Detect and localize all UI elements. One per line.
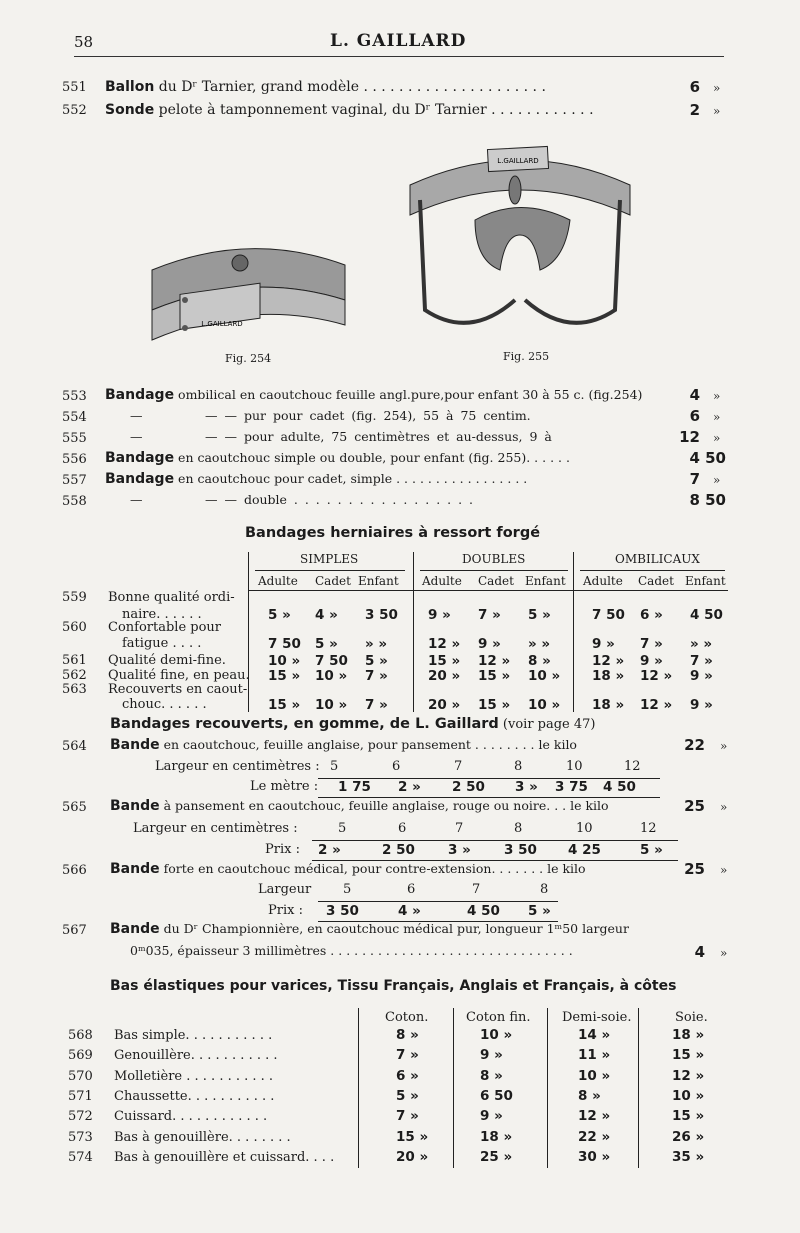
cell-value: 15 »: [268, 668, 301, 684]
cell-value: 15 »: [478, 697, 511, 713]
width-value: 8: [514, 821, 523, 836]
price-value: 3 »: [515, 779, 538, 795]
cell-value: 18 »: [592, 697, 625, 713]
cell-value: 3 50: [365, 607, 398, 623]
width-value: 7: [472, 882, 481, 897]
cell-value: 8 »: [480, 1068, 503, 1084]
cell-value: 12 »: [592, 653, 625, 669]
width-value: 6: [392, 759, 401, 774]
subcol-header: Enfant: [525, 574, 566, 588]
width-value: 10: [576, 821, 593, 836]
cell-value: 9 »: [478, 636, 501, 652]
row-number: 562: [62, 668, 87, 683]
row-number: 559: [62, 590, 87, 605]
cell-value: 7 »: [396, 1108, 419, 1124]
cell-value: 12 »: [578, 1108, 611, 1124]
cell-value: 7 50: [315, 653, 348, 669]
price-value: 2 50: [382, 842, 415, 858]
cell-value: 10 »: [315, 668, 348, 684]
cell-value: 7 50: [268, 636, 301, 652]
cell-value: 9 »: [690, 668, 713, 684]
item-name: Ballon: [105, 79, 155, 95]
row-label: Chaussette. . . . . . . . . . .: [114, 1089, 275, 1104]
item-price: 2: [689, 101, 700, 119]
width-value: 6: [407, 882, 416, 897]
row-label: Bas à genouillère et cuissard. . . .: [114, 1150, 335, 1165]
price-value: 3 50: [326, 903, 359, 919]
cell-value: 10 »: [578, 1068, 611, 1084]
cell-value: » »: [365, 636, 388, 652]
price-value: 4 25: [568, 842, 601, 858]
row-label: Qualité demi-fine.: [108, 653, 226, 668]
row-number: 569: [68, 1048, 93, 1063]
group-header: DOUBLES: [462, 552, 526, 566]
subcol-header: Enfant: [358, 574, 399, 588]
umbilical-belt-illustration: [140, 230, 360, 350]
row-label: Bas simple. . . . . . . . . . .: [114, 1028, 273, 1043]
cell-value: 8 »: [578, 1088, 601, 1104]
subcol-header: Cadet: [638, 574, 674, 588]
cell-value: 5 »: [268, 607, 291, 623]
belt-label: L.GAILLARD: [497, 157, 539, 165]
price-value: 4 50: [603, 779, 636, 795]
row-label: Recouverts en caout-: [108, 682, 248, 697]
figure-254-caption: Fig. 254: [225, 352, 272, 365]
cell-value: 4 50: [690, 607, 723, 623]
cell-value: 9 »: [690, 697, 713, 713]
page-number: 58: [74, 33, 94, 51]
price-value: 2 »: [318, 842, 341, 858]
header-rule: [74, 56, 724, 57]
cell-value: 18 »: [672, 1027, 705, 1043]
recouverts-title: Bandages recouverts, en gomme, de L. Gaillard (voir page 47): [110, 716, 596, 732]
cell-value: 18 »: [592, 668, 625, 684]
cell-value: 7 »: [396, 1047, 419, 1063]
subcol-header: Cadet: [478, 574, 514, 588]
row-label: Qualité fine, en peau.: [108, 668, 250, 683]
cell-value: 15 »: [672, 1047, 705, 1063]
cell-value: 9 »: [480, 1047, 503, 1063]
cell-value: 15 »: [396, 1129, 429, 1145]
price-value: 5 »: [528, 903, 551, 919]
hernia-section-title: Bandages herniaires à ressort forgé: [245, 525, 541, 541]
cell-value: 22 »: [578, 1129, 611, 1145]
cell-value: 35 »: [672, 1149, 705, 1165]
cell-value: 9 »: [640, 653, 663, 669]
group-header: OMBILICAUX: [615, 552, 700, 566]
cell-value: 12 »: [478, 653, 511, 669]
cell-value: 10 »: [528, 668, 561, 684]
cell-value: 5 »: [528, 607, 551, 623]
width-value: 12: [624, 759, 641, 774]
width-value: 6: [398, 821, 407, 836]
row-number: 563: [62, 682, 87, 697]
price-value: 3 »: [448, 842, 471, 858]
width-value: 10: [566, 759, 583, 774]
row-label: naire. . . . . .: [122, 607, 202, 622]
subcol-header: Cadet: [315, 574, 351, 588]
width-value: 5: [330, 759, 339, 774]
width-value: 7: [454, 759, 463, 774]
cell-value: 7 »: [640, 636, 663, 652]
cell-value: 6 »: [640, 607, 663, 623]
cell-value: 26 »: [672, 1129, 705, 1145]
item-number: 551: [62, 80, 87, 95]
cell-value: 6 »: [396, 1068, 419, 1084]
cell-value: 14 »: [578, 1027, 611, 1043]
cell-value: 9 »: [428, 607, 451, 623]
row-label: Confortable pour: [108, 620, 222, 635]
cell-value: 20 »: [428, 697, 461, 713]
page-title: L. GAILLARD: [330, 31, 467, 51]
subcol-header: Adulte: [258, 574, 298, 588]
item-price: 6: [689, 78, 700, 96]
cell-value: 4 »: [315, 607, 338, 623]
cell-value: 5 »: [396, 1088, 419, 1104]
figure-255-caption: Fig. 255: [503, 350, 550, 363]
row-label: chouc. . . . . .: [122, 697, 207, 712]
cell-value: 25 »: [480, 1149, 513, 1165]
row-label: Molletière . . . . . . . . . . .: [114, 1069, 274, 1084]
width-value: 8: [540, 882, 549, 897]
price-value: 4 50: [467, 903, 500, 919]
item-number: 552: [62, 103, 87, 118]
item-name: Sonde: [105, 102, 155, 118]
cell-value: 10 »: [480, 1027, 513, 1043]
cell-value: 7 »: [365, 668, 388, 684]
item-currency: »: [713, 81, 721, 95]
row-label: Cuissard. . . . . . . . . . . .: [114, 1109, 268, 1124]
cell-value: 5 »: [315, 636, 338, 652]
cell-value: 15 »: [672, 1108, 705, 1124]
width-value: 5: [343, 882, 352, 897]
cell-value: 8 »: [396, 1027, 419, 1043]
cell-value: 30 »: [578, 1149, 611, 1165]
row-number: 572: [68, 1109, 93, 1124]
cell-value: » »: [528, 636, 551, 652]
cell-value: 7 »: [478, 607, 501, 623]
cell-value: 6 50: [480, 1088, 513, 1104]
cell-value: 20 »: [396, 1149, 429, 1165]
row-label: fatigue . . . .: [122, 636, 202, 651]
cell-value: 8 »: [528, 653, 551, 669]
subcol-header: Enfant: [685, 574, 726, 588]
row-number: 573: [68, 1130, 93, 1145]
cell-value: 12 »: [640, 697, 673, 713]
cell-value: 10 »: [268, 653, 301, 669]
row-number: 560: [62, 620, 87, 635]
cell-value: 18 »: [480, 1129, 513, 1145]
cell-value: 9 »: [592, 636, 615, 652]
row-label: Bonne qualité ordi-: [108, 590, 235, 605]
cell-value: 7 »: [365, 697, 388, 713]
cell-value: 7 »: [690, 653, 713, 669]
cell-value: 20 »: [428, 668, 461, 684]
cell-value: 12 »: [640, 668, 673, 684]
row-number: 568: [68, 1028, 93, 1043]
cell-value: 7 50: [592, 607, 625, 623]
subcol-header: Adulte: [422, 574, 462, 588]
item-currency: »: [713, 104, 721, 118]
row-number: 571: [68, 1089, 93, 1104]
row-number: 561: [62, 653, 87, 668]
subcol-header: Adulte: [583, 574, 623, 588]
bas-section-title: Bas élastiques pour varices, Tissu Français, Anglais et Français, à côtes: [110, 978, 677, 994]
row-label: Genouillère. . . . . . . . . . .: [114, 1048, 278, 1063]
cell-value: 12 »: [672, 1068, 705, 1084]
cell-value: 15 »: [268, 697, 301, 713]
cell-value: 15 »: [428, 653, 461, 669]
cell-value: 10 »: [672, 1088, 705, 1104]
price-value: 4 »: [398, 903, 421, 919]
cell-value: » »: [690, 636, 713, 652]
cell-value: 15 »: [478, 668, 511, 684]
price-value: 2 50: [452, 779, 485, 795]
price-value: 2 »: [398, 779, 421, 795]
group-header: SIMPLES: [300, 552, 359, 566]
cell-value: 11 »: [578, 1047, 611, 1063]
price-value: 3 75: [555, 779, 588, 795]
width-value: 8: [514, 759, 523, 774]
row-number: 574: [68, 1150, 93, 1165]
width-value: 7: [455, 821, 464, 836]
cell-value: 5 »: [365, 653, 388, 669]
row-label: Bas à genouillère. . . . . . . .: [114, 1130, 291, 1145]
price-value: 3 50: [504, 842, 537, 858]
price-value: 5 »: [640, 842, 663, 858]
item-desc: du Dʳ Tarnier, grand modèle . . . . . . . . . . . . . . . . . . . . .: [154, 79, 546, 95]
belt-label: L.GAILLARD: [201, 320, 243, 328]
price-value: 1 75: [338, 779, 371, 795]
cell-value: 10 »: [528, 697, 561, 713]
width-value: 12: [640, 821, 657, 836]
cell-value: 12 »: [428, 636, 461, 652]
width-value: 5: [338, 821, 347, 836]
item-desc: pelote à tamponnement vaginal, du Dʳ Tarnier . . . . . . . . . . . .: [154, 102, 594, 118]
cell-value: 9 »: [480, 1108, 503, 1124]
cell-value: 10 »: [315, 697, 348, 713]
double-bandage-illustration: [400, 140, 640, 350]
row-number: 570: [68, 1069, 93, 1084]
